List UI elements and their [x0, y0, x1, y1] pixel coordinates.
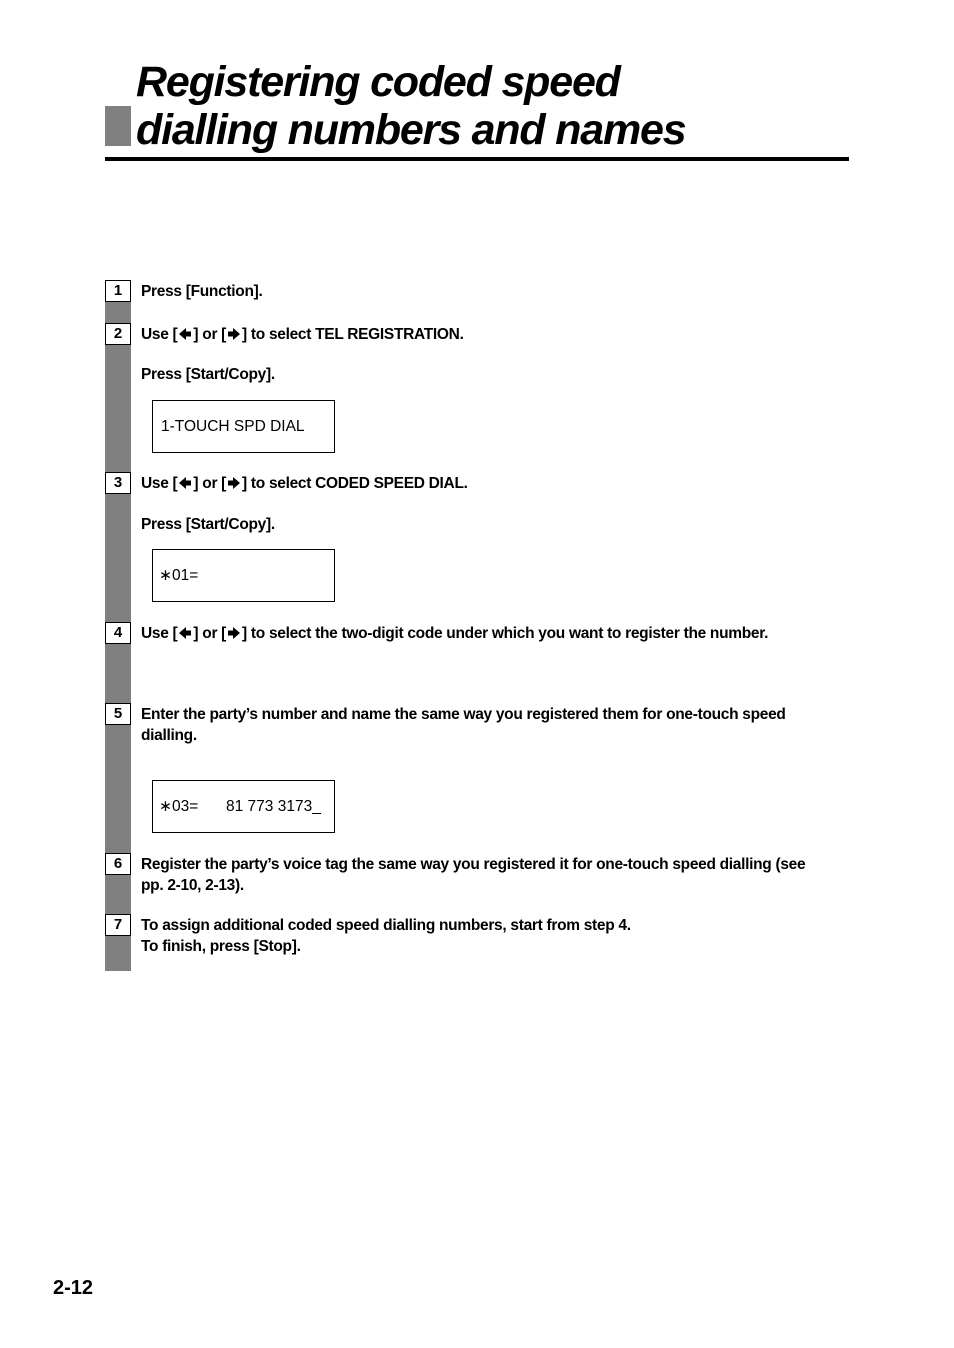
step-6-instruction: Register the party’s voice tag the same way you registered it for one-touch speed dialling (see pp. 2-10, 2-13).: [141, 856, 806, 894]
step-1-instruction: Press [Function].: [141, 283, 263, 300]
step-2-instruction: [141, 324, 841, 345]
step-number-6: 6: [105, 853, 131, 875]
lcd-display-step-2: [152, 400, 335, 453]
step-2-or: ] or [: [193, 326, 227, 343]
step-2-to-select: ] to select: [242, 326, 316, 343]
step-3-use: Use [: [141, 475, 178, 492]
step-2-target: TEL REGISTRATION: [315, 326, 460, 343]
step-number-2: 2: [105, 323, 131, 345]
step-5-instruction: Enter the party’s number and name the same way you registered them for one-touch speed dialling.: [141, 706, 786, 744]
lcd-display-number: 81 773 3173_: [226, 798, 321, 815]
page-number: 2-12: [53, 1277, 94, 1299]
step-number-7: 7: [105, 914, 131, 936]
lcd-display-text: ∗01=: [159, 567, 199, 584]
page-title-line-2: dialling numbers and names: [136, 106, 686, 154]
page-title-line-1: Registering coded speed: [136, 58, 620, 106]
step-7-instruction: [141, 915, 841, 957]
step-3-period: .: [463, 475, 468, 492]
right-arrow-key-icon: [227, 626, 241, 640]
step-3-target: CODED SPEED DIAL: [315, 475, 464, 492]
step-3-to-select: ] to select: [242, 475, 316, 492]
left-arrow-key-icon: [178, 626, 192, 640]
lcd-display-step-3: [152, 549, 335, 602]
step-number-3: 3: [105, 472, 131, 494]
step-4-or: ] or [: [193, 625, 227, 642]
step-4-use: Use [: [141, 625, 178, 642]
right-arrow-key-icon: [227, 327, 241, 341]
step-4-to-select: ] to select the two-digit code under which you want to register the number.: [242, 625, 769, 642]
title-underline: [105, 157, 849, 161]
step-7-line-1: To assign additional coded speed dialling numbers, start from step 4.: [141, 917, 631, 934]
step-2-press-instruction: Press [Start/Copy].: [141, 366, 275, 383]
step-3-instruction: [141, 473, 841, 494]
left-arrow-key-icon: [178, 476, 192, 490]
step-2-use: Use [: [141, 326, 178, 343]
step-number-4: 4: [105, 622, 131, 644]
step-3-press-instruction: Press [Start/Copy].: [141, 516, 275, 533]
step-2-period: .: [459, 326, 464, 343]
title-accent-bar: [105, 106, 131, 146]
step-4-instruction: [141, 623, 841, 644]
left-arrow-key-icon: [178, 327, 192, 341]
lcd-display-text: 1-TOUCH SPD DIAL: [161, 418, 305, 435]
step-number-5: 5: [105, 703, 131, 725]
page-title: [136, 58, 849, 154]
step-7-line-2: To finish, press [Stop].: [141, 938, 301, 955]
lcd-display-step-5: [152, 780, 335, 833]
lcd-display-code: ∗03=: [159, 798, 199, 815]
step-number-1: 1: [105, 280, 131, 302]
step-3-or: ] or [: [193, 475, 227, 492]
right-arrow-key-icon: [227, 476, 241, 490]
